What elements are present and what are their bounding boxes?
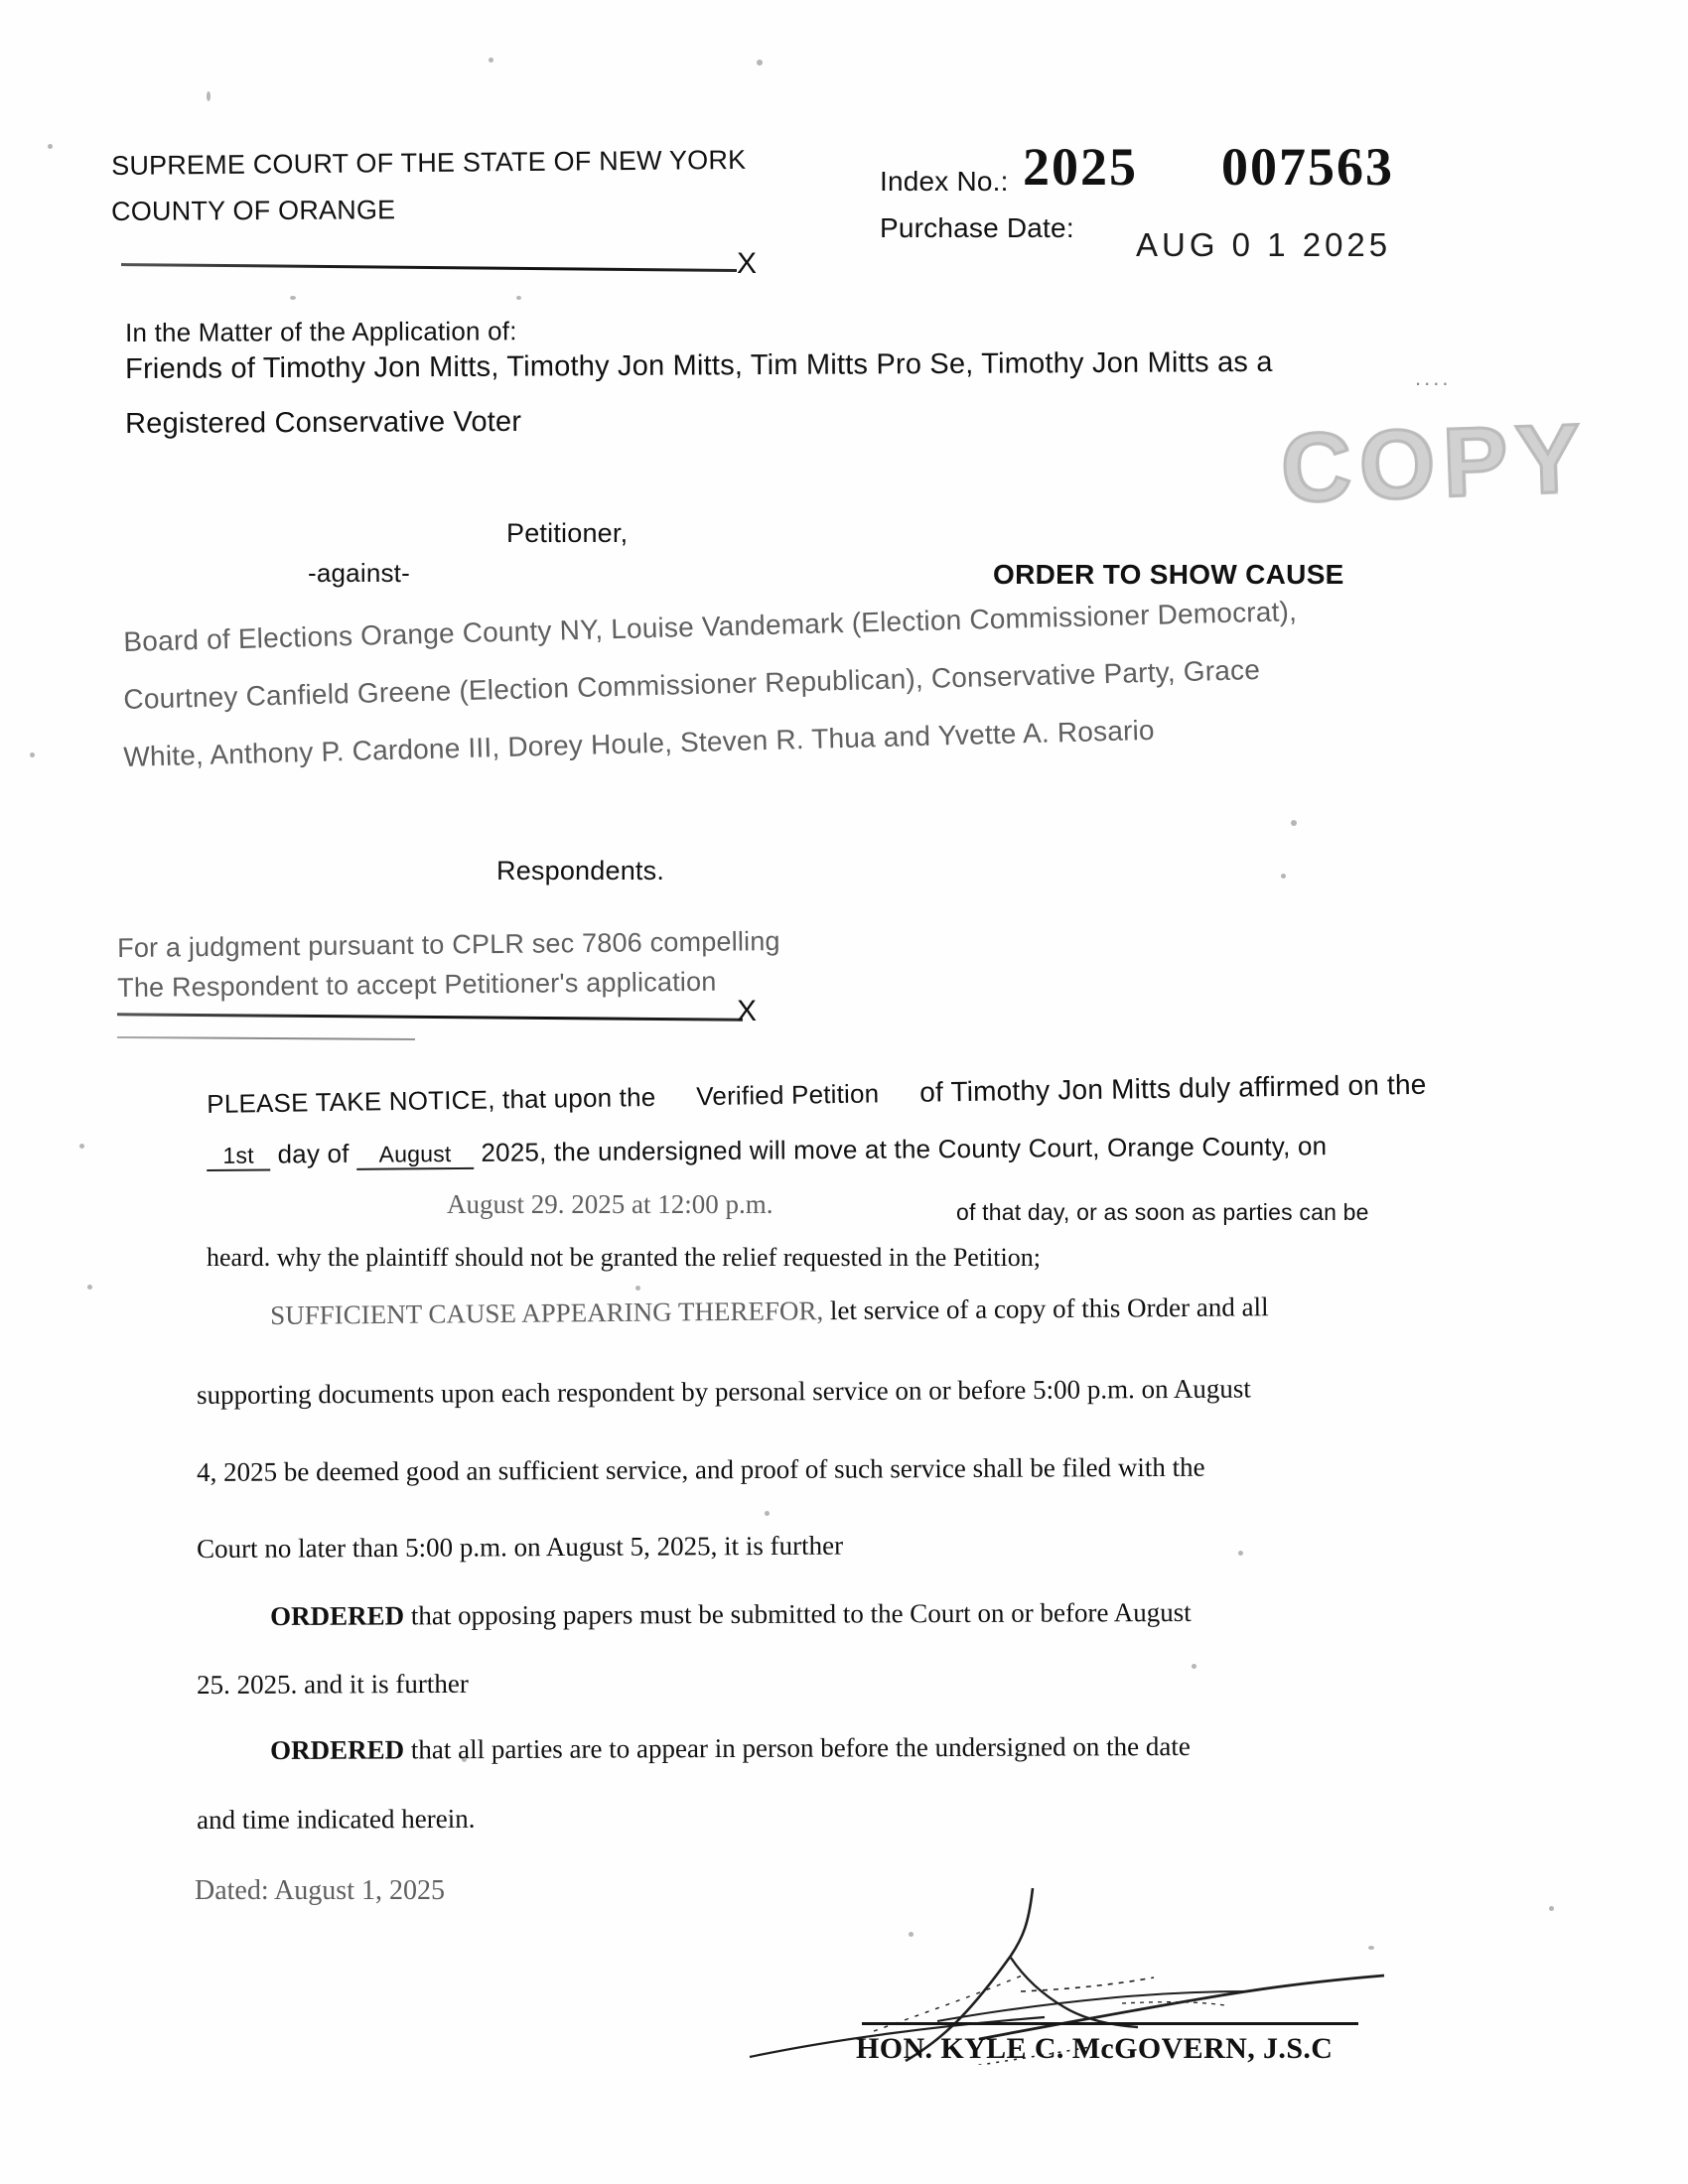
service-paragraph-line-1: supporting documents upon each respondent by personal service on or before 5:00 p.m. on August bbox=[197, 1373, 1251, 1410]
notice-lead-text: PLEASE TAKE NOTICE, that upon the bbox=[207, 1081, 656, 1119]
caption-divider-rule-bottom-ghost bbox=[117, 1036, 415, 1040]
scan-speck bbox=[516, 296, 521, 300]
scan-speck bbox=[757, 60, 763, 66]
respondent-names-line-3: White, Anthony P. Cardone III, Dorey Houle, Steven R. Thua and Yvette A. Rosario bbox=[123, 714, 1156, 772]
hearing-datetime: August 29. 2025 at 12:00 p.m. bbox=[447, 1189, 774, 1219]
scan-speck bbox=[909, 1932, 914, 1937]
scan-speck bbox=[87, 1285, 92, 1290]
purchase-date-label: Purchase Date: bbox=[880, 212, 1074, 243]
ordered-1-text: that opposing papers must be submitted to the Court on or before August bbox=[404, 1596, 1192, 1631]
notice-paper-type: Verified Petition bbox=[696, 1078, 880, 1112]
service-paragraph-line-3: Court no later than 5:00 p.m. on August 5, 2025, it is further bbox=[197, 1530, 844, 1564]
index-number-label: Index No.: bbox=[880, 166, 1009, 197]
scan-speck bbox=[1281, 874, 1286, 879]
dated-line: Dated: August 1, 2025 bbox=[195, 1875, 445, 1906]
scan-speck bbox=[765, 1511, 770, 1516]
county-name: COUNTY OF ORANGE bbox=[111, 195, 396, 226]
caption-divider-rule-bottom bbox=[117, 1013, 743, 1021]
ordered-paragraph-1-continued: 25. 2025. and it is further bbox=[197, 1668, 469, 1700]
notice-date-line bbox=[207, 1131, 1327, 1171]
please-take-notice-line bbox=[207, 1068, 1427, 1120]
scan-speck bbox=[1368, 1946, 1374, 1950]
respondent-names-line-1: Board of Elections Orange County NY, Louise Vandemark (Election Commissioner Democrat), bbox=[123, 596, 1298, 657]
against-label: -against- bbox=[308, 558, 410, 588]
caption-divider-rule-top bbox=[121, 263, 737, 272]
order-to-show-cause-title: ORDER TO SHOW CAUSE bbox=[993, 559, 1344, 590]
ordered-paragraph-2 bbox=[270, 1731, 1191, 1767]
matter-of-application-line: In the Matter of the Application of: bbox=[125, 316, 517, 347]
respondents-label: Respondents. bbox=[496, 856, 665, 886]
why-plaintiff-clause: heard. why the plaintiff should not be granted the relief requested in the Petition; bbox=[207, 1243, 1041, 1272]
scan-speck bbox=[1192, 1664, 1196, 1669]
notice-year-clause: 2025, the undersigned will move at the County Court, Orange County, on bbox=[481, 1131, 1328, 1167]
service-paragraph-line-2: 4, 2025 be deemed good an sufficient service, and proof of such service shall be filed with the bbox=[197, 1451, 1205, 1487]
petitioner-trailing-marks: .... bbox=[1415, 365, 1452, 390]
scan-speck bbox=[1549, 1906, 1554, 1911]
caption-divider-x-bottom: X bbox=[737, 995, 758, 1027]
notice-month-blank: August bbox=[356, 1141, 474, 1170]
petitioner-names-line-2: Registered Conservative Voter bbox=[125, 405, 522, 440]
petitioner-label: Petitioner, bbox=[506, 518, 629, 548]
notice-day-blank: 1st bbox=[207, 1142, 270, 1171]
sufficient-cause-lead: SUFFICIENT CAUSE APPEARING THEREFOR, bbox=[270, 1296, 824, 1330]
scan-speck bbox=[1291, 820, 1297, 826]
caption-divider-x-top: X bbox=[737, 247, 758, 280]
judge-signature bbox=[695, 1827, 1390, 2065]
scan-speck bbox=[489, 58, 493, 63]
ordered-keyword: ORDERED bbox=[270, 1600, 405, 1631]
ordered-keyword: ORDERED bbox=[270, 1734, 405, 1765]
relief-requested-line-2: The Respondent to accept Petitioner's application bbox=[117, 966, 717, 1003]
purchase-date-stamp: AUG 0 1 2025 bbox=[1136, 226, 1392, 263]
scan-speck bbox=[1238, 1551, 1243, 1556]
petitioner-names-line-1: Friends of Timothy Jon Mitts, Timothy Jon Mitts, Tim Mitts Pro Se, Timothy Jon Mitts as a bbox=[125, 345, 1273, 385]
scan-speck bbox=[207, 91, 211, 101]
sufficient-cause-paragraph bbox=[270, 1292, 1269, 1332]
relief-requested-line-1: For a judgment pursuant to CPLR sec 7806 compelling bbox=[117, 926, 780, 963]
judge-name: HON. KYLE C. McGOVERN, J.S.C bbox=[856, 2032, 1334, 2065]
scan-speck bbox=[79, 1144, 84, 1149]
court-name: SUPREME COURT OF THE STATE OF NEW YORK bbox=[111, 144, 747, 181]
scan-speck bbox=[290, 296, 296, 300]
notice-day-of-text: day of bbox=[277, 1138, 350, 1169]
sufficient-cause-rest: let service of a copy of this Order and all bbox=[823, 1292, 1269, 1326]
scan-speck bbox=[30, 752, 35, 757]
index-number-year: 2025 bbox=[1023, 137, 1138, 197]
of-that-day-clause: of that day, or as soon as parties can be bbox=[956, 1199, 1369, 1225]
notice-affiant-clause: of Timothy Jon Mitts duly affirmed on the bbox=[918, 1068, 1427, 1108]
ordered-2-text: that all parties are to appear in person before the undersigned on the date bbox=[404, 1730, 1191, 1765]
scan-speck bbox=[48, 144, 53, 149]
index-number-sequence: 007563 bbox=[1221, 137, 1394, 197]
respondent-names-line-2: Courtney Canfield Greene (Election Commissioner Republican), Conservative Party, Grace bbox=[123, 654, 1261, 715]
scan-speck bbox=[635, 1286, 640, 1291]
ordered-paragraph-2-continued: and time indicated herein. bbox=[197, 1803, 476, 1835]
signature-line bbox=[862, 2022, 1358, 2025]
copy-stamp: COPY bbox=[1279, 402, 1591, 523]
ordered-paragraph-1 bbox=[270, 1597, 1192, 1633]
